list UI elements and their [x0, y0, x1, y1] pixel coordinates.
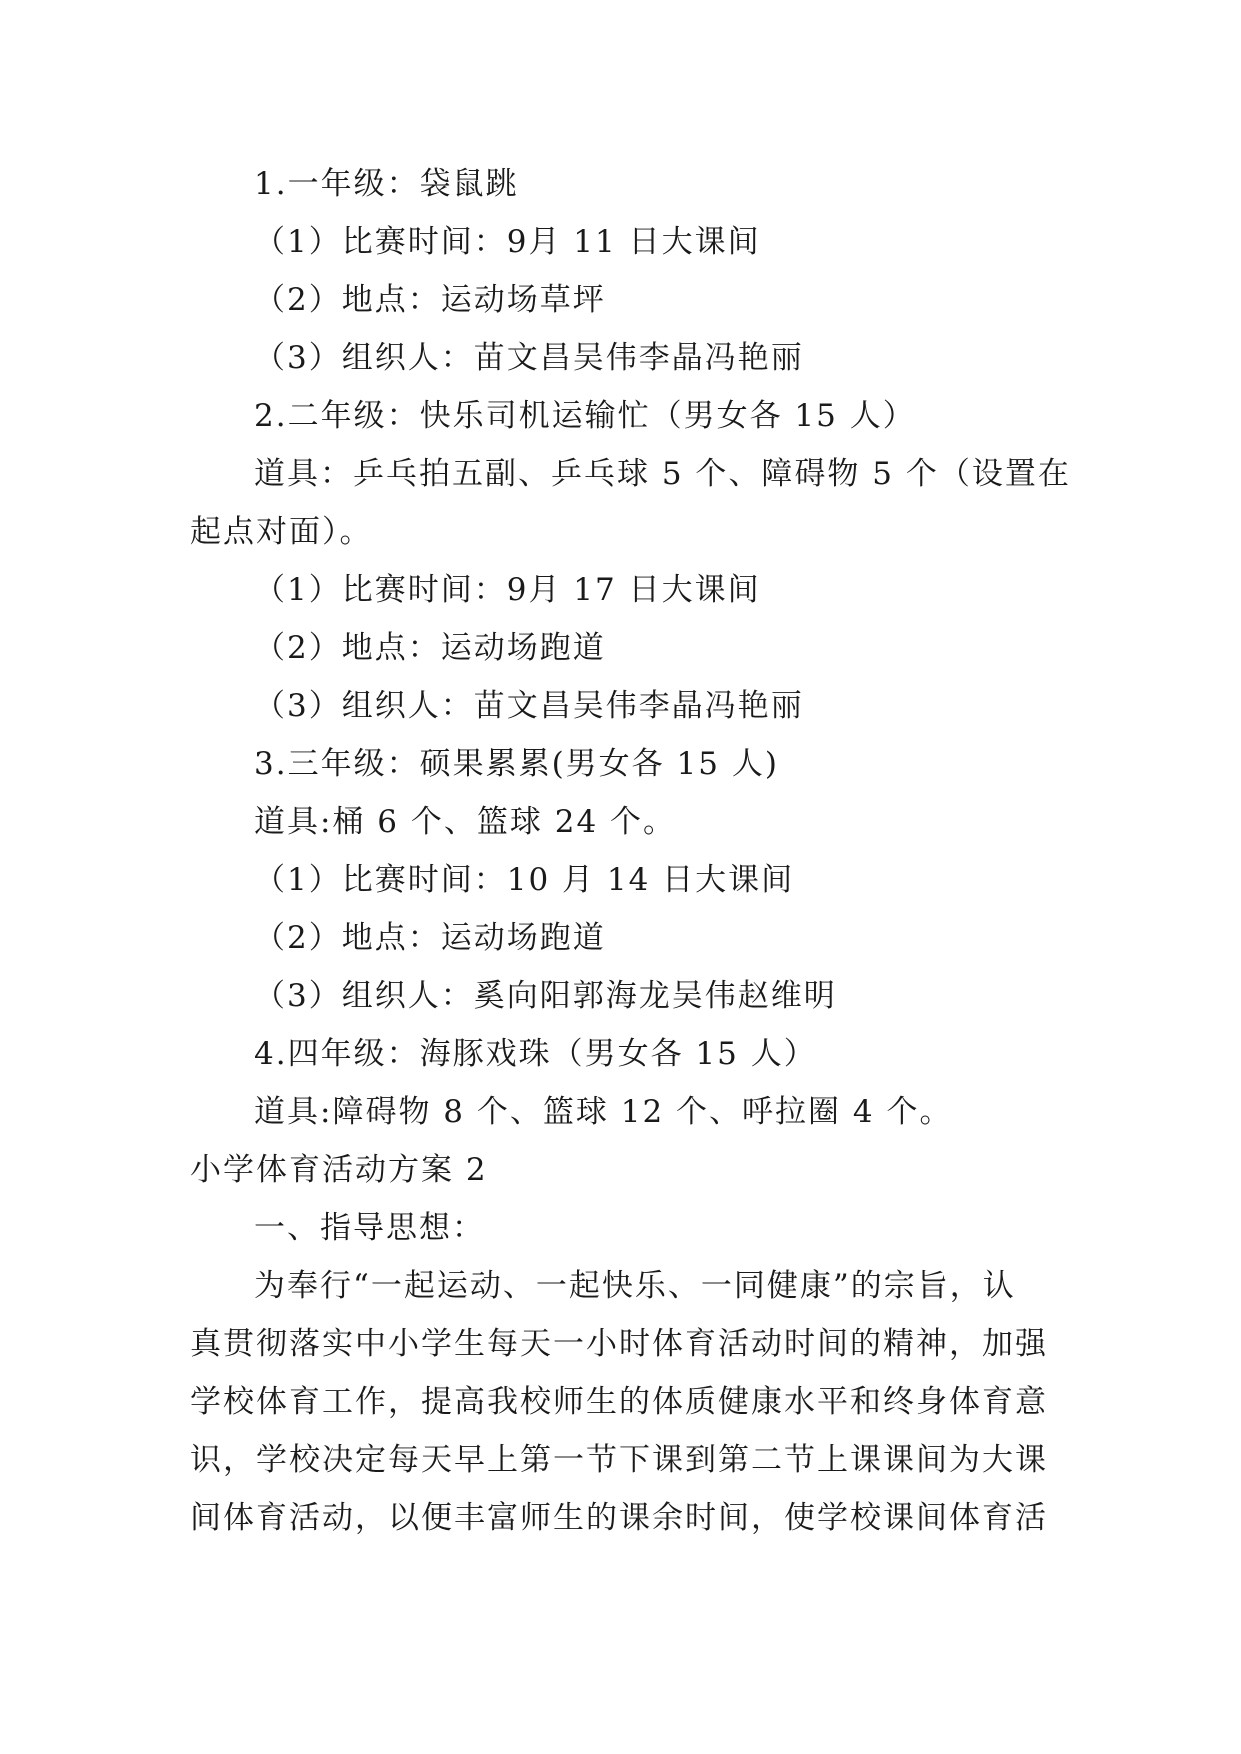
grade-2-time: （1）比赛时间：9月 17 日大课间 — [254, 572, 761, 608]
guiding-ideology-heading: 一、指导思想： — [254, 1210, 485, 1246]
grade-3-props: 道具:桶 6 个、篮球 24 个。 — [254, 804, 677, 840]
document-body — [190, 155, 1071, 1547]
grade-3-organizers: （3）组织人：奚向阳郭海龙吴伟赵维明 — [254, 978, 837, 1014]
paragraph-line-1: 为奉行“一起运动、一起快乐、一同健康”的宗旨，认 — [254, 1268, 1016, 1304]
paragraph-line-5: 间体育活动，以便丰富师生的课余时间，使学校课间体育活 — [190, 1500, 1048, 1536]
section-title: 小学体育活动方案 2 — [190, 1152, 488, 1188]
grade-1-location: （2）地点：运动场草坪 — [254, 282, 606, 318]
grade-2-location: （2）地点：运动场跑道 — [254, 630, 606, 666]
paragraph-line-2: 真贯彻落实中小学生每天一小时体育活动时间的精神，加强 — [190, 1326, 1048, 1362]
grade-2-heading: 2.二年级：快乐司机运输忙（男女各 15 人） — [254, 398, 916, 434]
grade-2-props-line-2: 起点对面）。 — [190, 514, 373, 550]
grade-2-props-line-1: 道具：乒乓拍五副、乒乓球 5 个、障碍物 5 个（设置在 — [254, 456, 1071, 492]
paragraph-line-4: 识，学校决定每天早上第一节下课到第二节上课课间为大课 — [190, 1442, 1048, 1478]
grade-3-location: （2）地点：运动场跑道 — [254, 920, 606, 956]
grade-3-time: （1）比赛时间：10 月 14 日大课间 — [254, 862, 795, 898]
grade-1-organizers: （3）组织人：苗文昌吴伟李晶冯艳丽 — [254, 340, 804, 376]
grade-2-organizers: （3）组织人：苗文昌吴伟李晶冯艳丽 — [254, 688, 804, 724]
paragraph-line-3: 学校体育工作，提高我校师生的体质健康水平和终身体育意 — [190, 1384, 1048, 1420]
grade-1-heading: 1.一年级：袋鼠跳 — [254, 166, 519, 202]
grade-4-heading: 4.四年级：海豚戏珠（男女各 15 人） — [254, 1036, 817, 1072]
grade-1-time: （1）比赛时间：9月 11 日大课间 — [254, 224, 761, 260]
grade-3-heading: 3.三年级：硕果累累(男女各 15 人) — [254, 746, 779, 782]
grade-4-props: 道具:障碍物 8 个、篮球 12 个、呼拉圈 4 个。 — [254, 1094, 953, 1130]
